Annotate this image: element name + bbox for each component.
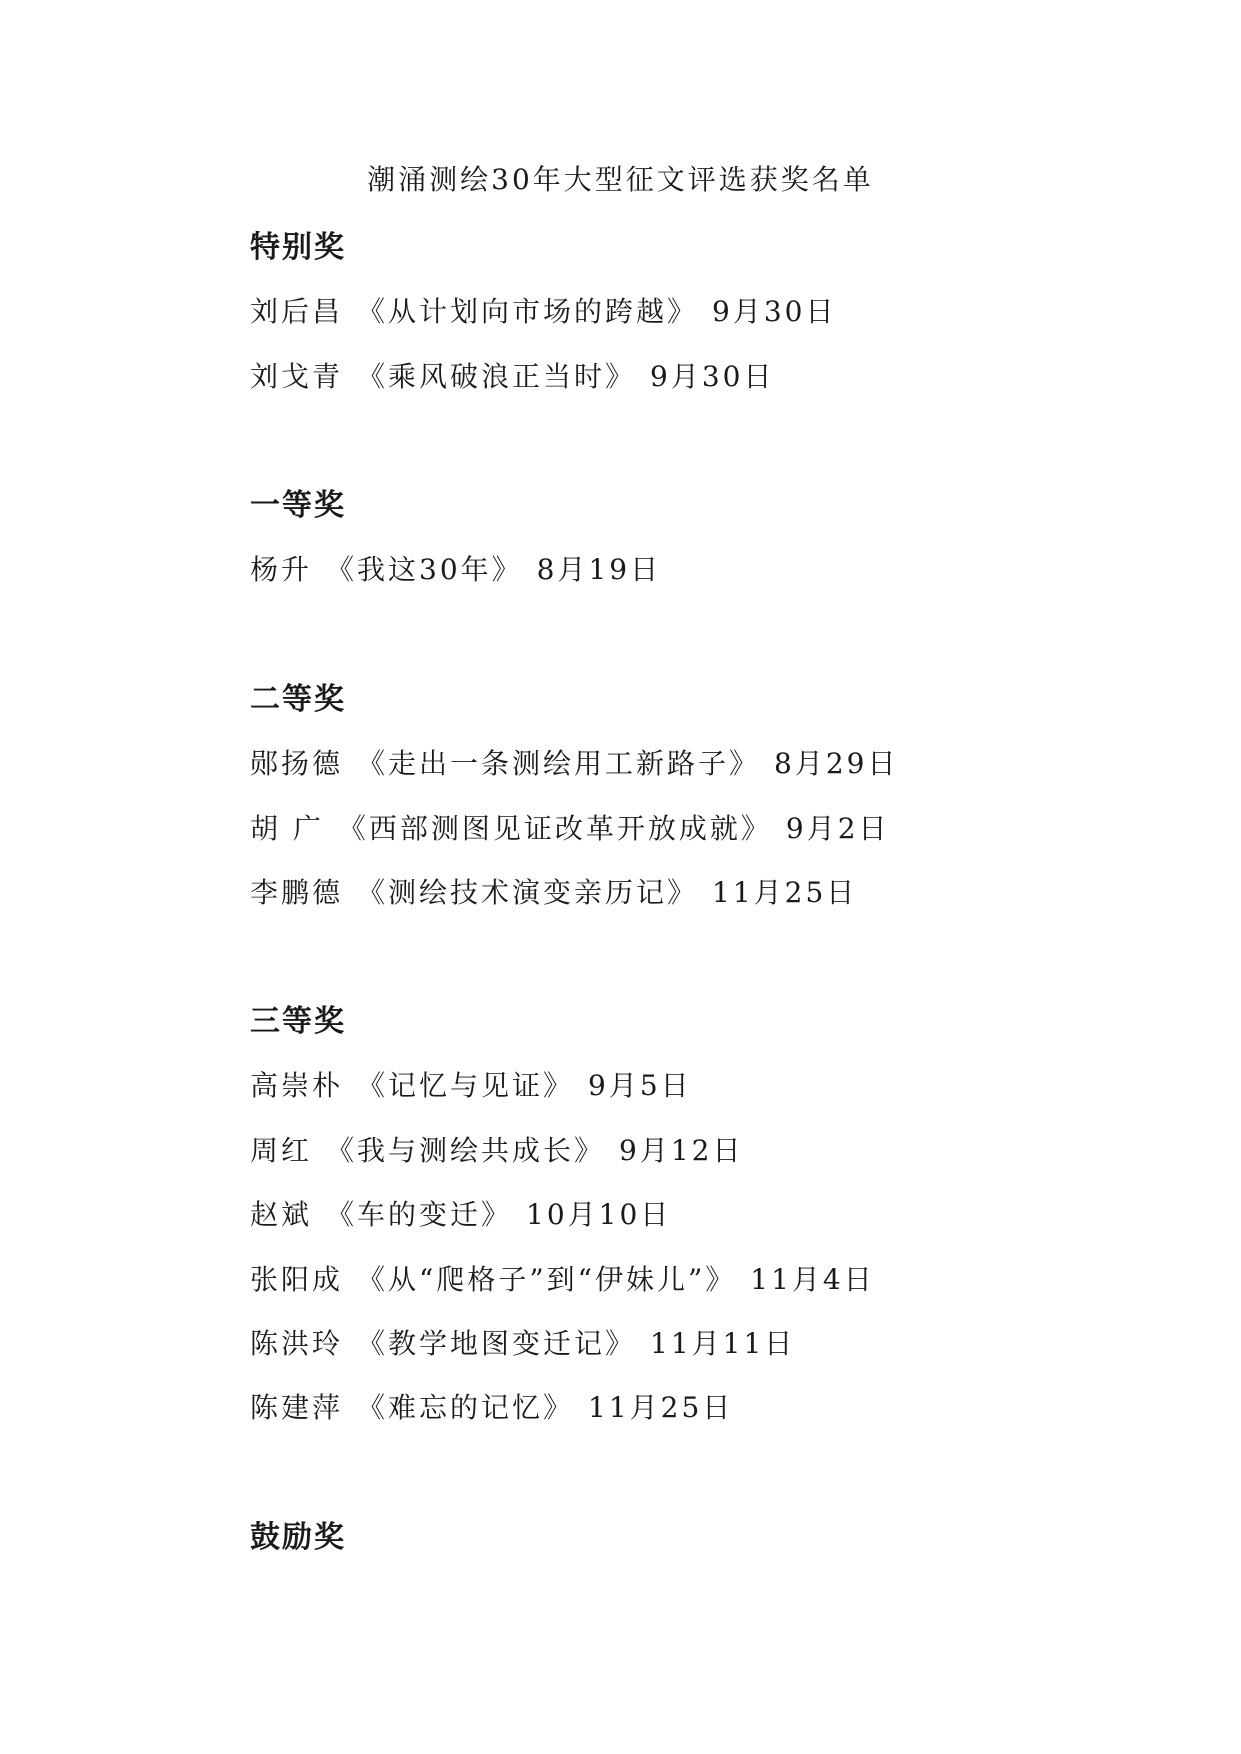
entry-work-title: 《走出一条测绘用工新路子》 [357, 747, 761, 780]
entry-date: 9月30日 [650, 360, 775, 393]
award-entry [250, 809, 890, 849]
award-entry [250, 873, 857, 913]
award-entry [250, 1195, 671, 1235]
entry-author: 赵斌 [250, 1198, 313, 1231]
entry-date: 11月11日 [650, 1327, 796, 1360]
entry-work-title: 《从“爬格子”到“伊妹儿”》 [357, 1263, 737, 1296]
entry-date: 9月2日 [785, 812, 890, 845]
entry-work-title: 《教学地图变迁记》 [357, 1327, 637, 1360]
entry-date: 8月19日 [536, 553, 662, 586]
entry-author: 郧扬德 [250, 747, 344, 780]
entry-author: 刘后昌 [250, 295, 344, 328]
document-title: 潮涌测绘30年大型征文评选获奖名单 [367, 163, 874, 196]
entry-date: 11月25日 [588, 1391, 734, 1424]
entry-author: 高崇朴 [250, 1069, 344, 1102]
section-heading-first-prize: 一等奖 [250, 488, 346, 523]
award-entry [250, 1324, 795, 1364]
award-entry [250, 1066, 692, 1106]
entry-work-title: 《我与测绘共成长》 [326, 1134, 606, 1167]
entry-work-title: 《记忆与见证》 [357, 1069, 575, 1102]
entry-work-title: 《测绘技术演变亲历记》 [357, 876, 699, 909]
entry-date: 10月10日 [526, 1198, 672, 1231]
entry-date: 9月30日 [712, 295, 837, 328]
award-entry [250, 1131, 743, 1171]
entry-work-title: 《西部测图见证改革开放成就》 [337, 812, 772, 845]
entry-author: 李鹏德 [250, 876, 344, 909]
entry-work-title: 《从计划向市场的跨越》 [357, 295, 699, 328]
award-entry [250, 744, 898, 784]
entry-author: 周红 [250, 1134, 313, 1167]
section-heading-encouragement: 鼓励奖 [250, 1520, 346, 1555]
entry-author: 陈建萍 [250, 1391, 344, 1424]
entry-date: 8月29日 [774, 747, 899, 780]
award-entry [250, 550, 661, 590]
section-heading-third-prize: 三等奖 [250, 1004, 346, 1039]
entry-author: 刘戈青 [250, 360, 344, 393]
award-entry [250, 1260, 875, 1300]
section-heading-special: 特别奖 [250, 230, 346, 265]
award-entry [250, 292, 836, 332]
entry-date: 11月4日 [750, 1263, 875, 1296]
entry-date: 11月25日 [712, 876, 858, 909]
entry-work-title: 《车的变迁》 [326, 1198, 513, 1231]
entry-author: 陈洪玲 [250, 1327, 344, 1360]
entry-work-title: 《乘风破浪正当时》 [357, 360, 637, 393]
entry-work-title: 《难忘的记忆》 [357, 1391, 575, 1424]
entry-work-title: 《我这30年》 [326, 553, 523, 586]
entry-date: 9月5日 [588, 1069, 692, 1102]
entry-date: 9月12日 [619, 1134, 744, 1167]
entry-author: 张阳成 [250, 1263, 344, 1296]
section-heading-second-prize: 二等奖 [250, 682, 346, 717]
entry-author: 杨升 [250, 553, 313, 586]
award-entry [250, 1388, 733, 1428]
entry-author: 胡 广 [250, 812, 324, 845]
award-entry [250, 357, 774, 397]
